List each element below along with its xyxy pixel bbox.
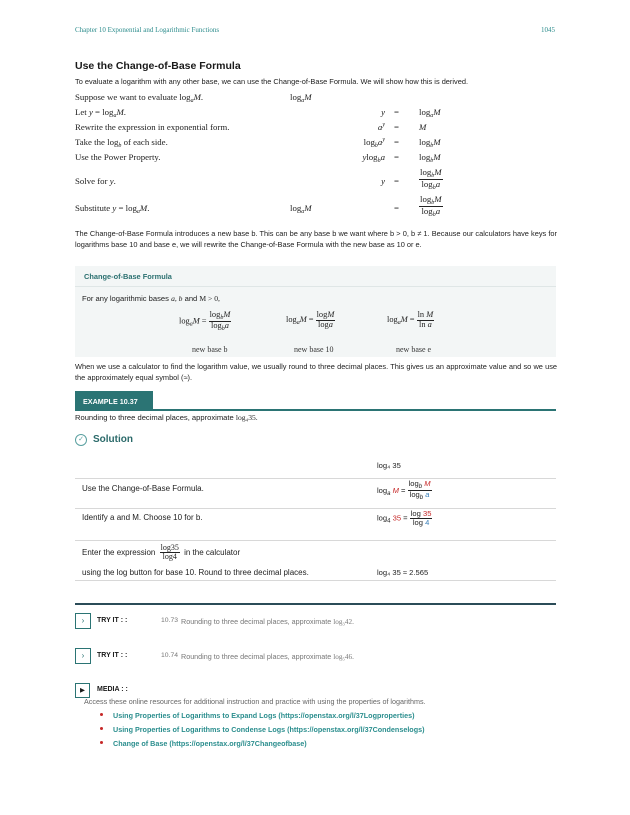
example-question: [75, 413, 258, 422]
try-it-number: 10.74: [161, 652, 179, 659]
step-text: Let: [75, 107, 87, 117]
link-text[interactable]: Using Properties of Logarithms to Expand Logs (https://openstax.org/l/37Logproperties): [113, 711, 415, 720]
row-description-after: in the calculator: [184, 548, 241, 557]
caption-base-b: new base b: [192, 345, 228, 354]
row-description: Use the Change-of-Base Formula.: [82, 484, 204, 493]
try-it-10-74[interactable]: [75, 648, 556, 664]
section-intro: To evaluate a logarithm with any other base, we can use the Change-of-Base Formula. We will show how this is derived.: [75, 77, 468, 86]
caption-base-e: new base e: [396, 345, 432, 354]
formula-base-10: $\log_aM$ = $\frac{\log M}{\log a}$: [286, 310, 335, 329]
try-it-text: [181, 617, 354, 626]
example-end-divider: [75, 603, 556, 605]
try-it-10-73[interactable]: [75, 613, 556, 629]
table-row: [75, 508, 556, 541]
try-it-number: 10.73: [161, 617, 179, 624]
row-math: $\log_a M$ = $\frac{\log_b M}{\log_b a}$: [377, 479, 431, 502]
caption-base-10: new base 10: [294, 345, 334, 354]
solution-label: Solution: [93, 434, 133, 445]
step-text: Rewrite the expression in exponential form.: [75, 122, 230, 132]
calculator-paragraph: When we use a calculator to find the logarithm value, we usually round to three decimal places. This gives us an approximate value and so we use the approximately equal symbol (≈).: [75, 362, 557, 382]
intro-text: For any logarithmic bases: [82, 294, 169, 303]
row-math: $\log_4 35$ = $\frac{\log 35}{\log 4}$: [377, 509, 432, 527]
play-icon[interactable]: ▶: [75, 683, 90, 698]
example-label-text: EXAMPLE 10.37: [83, 397, 138, 406]
example-label: [75, 391, 153, 410]
question-math: log₄35.: [235, 413, 258, 422]
step-text: Take the: [75, 137, 105, 147]
section-title: Use the Change-of-Base Formula: [75, 60, 241, 72]
try-it-math: log₃42.: [333, 618, 354, 626]
bullet-icon: [100, 727, 103, 730]
step-text: of each side.: [123, 137, 168, 147]
formula-box: [75, 266, 556, 357]
table-row: [75, 456, 556, 479]
row-math: log₄ 35: [377, 461, 401, 470]
step-text: Suppose we want to evaluate: [75, 92, 178, 102]
media-label: MEDIA : :: [97, 686, 128, 693]
try-it-math: log₅46.: [333, 653, 354, 661]
formula-base-e: $\log_aM$ = $\frac{\text{ln M}}{\text{ln a}}$: [387, 310, 434, 329]
row-math: log₄ 35 ≈ 2.565: [377, 568, 429, 577]
link-text[interactable]: Change of Base (https://openstax.org/l/37Changeofbase): [113, 739, 307, 748]
page-header: [75, 26, 555, 38]
formula-box-header: [75, 266, 556, 287]
chapter-title: Chapter 10 Exponential and Logarithmic Functions: [75, 26, 220, 34]
bullet-icon: [100, 713, 103, 716]
table-row: [75, 478, 556, 509]
formula-box-title: Change-of-Base Formula: [84, 272, 172, 281]
media-description: Access these online resources for additional instruction and practice with using the properties of logarithms.: [84, 697, 426, 706]
page-number: 1045: [541, 26, 555, 34]
intro-and: and: [184, 294, 198, 303]
chevron-right-icon[interactable]: ›: [75, 613, 91, 629]
row-description: Enter the expression $\frac{\log 35}{\log 4}$ in the calculator: [82, 543, 241, 562]
example-divider: [75, 409, 556, 411]
check-circle-icon: ✓: [75, 434, 87, 446]
try-it-label: TRY IT : :: [97, 617, 128, 624]
question-text: Rounding to three decimal places, approximate: [75, 413, 234, 422]
formula-base-b: $\log_aM$ = $\frac{\log_bM}{\log_ba}$: [179, 310, 231, 333]
row-description: using the log button for base 10. Round to three decimal places.: [82, 568, 309, 577]
row-description-before: Enter the expression: [82, 548, 156, 557]
step-text: Substitute: [75, 203, 111, 213]
change-of-base-paragraph: The Change-of-Base Formula introduces a new base b. This can be any base b we want where b > 0, b ≠ 1. Because our calculators have keys for logarithms base 10 and base e, we will rewrite the Change-of-Base Formula with the new base as 10 or e.: [75, 229, 557, 249]
bullet-icon: [100, 741, 103, 744]
try-it-prompt: Rounding to three decimal places, approximate: [181, 617, 332, 626]
try-it-text: [181, 652, 354, 661]
try-it-prompt: Rounding to three decimal places, approximate: [181, 652, 332, 661]
intro-vars: a, b: [171, 294, 183, 303]
chevron-right-icon[interactable]: ›: [75, 648, 91, 664]
table-row: [75, 540, 556, 581]
step-text: Solve for: [75, 176, 108, 186]
formula-box-intro: [82, 294, 220, 303]
try-it-label: TRY IT : :: [97, 652, 128, 659]
step-text: Use the Power Property.: [75, 152, 161, 162]
intro-condition: M > 0,: [199, 294, 220, 303]
row-description: Identify a and M. Choose 10 for b.: [82, 513, 203, 522]
link-text[interactable]: Using Properties of Logarithms to Condense Logs (https://openstax.org/l/37Condenselogs): [113, 725, 425, 734]
